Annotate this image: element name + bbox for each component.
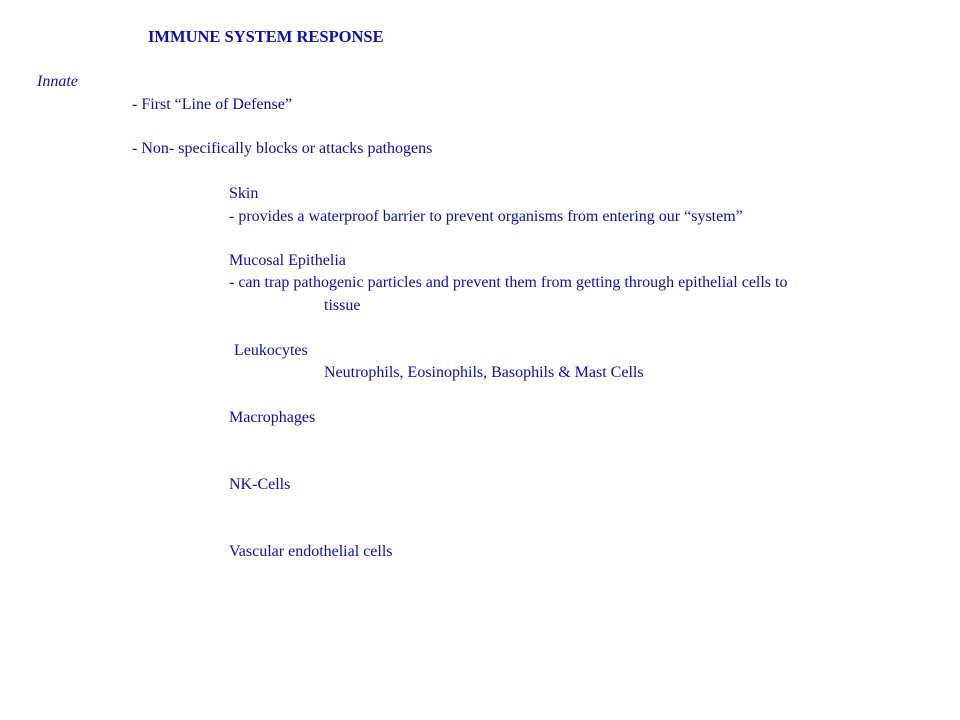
mucosal-detail: - can trap pathogenic particles and prevent them from getting through epithelial cells to <box>229 274 788 291</box>
skin-heading: Skin <box>229 185 259 202</box>
vascular-heading: Vascular endothelial cells <box>229 543 393 560</box>
skin-detail: - provides a waterproof barrier to prevent organisms from entering our “system” <box>229 208 743 225</box>
leukocytes-types: Neutrophils, Eosinophils, Basophils & Mast Cells <box>324 364 644 381</box>
nk-cells-heading: NK-Cells <box>229 476 291 493</box>
macrophages-heading: Macrophages <box>229 409 316 426</box>
bullet-first-line-of-defense: - First “Line of Defense” <box>132 96 292 113</box>
bullet-non-specific: - Non- specifically blocks or attacks pathogens <box>132 140 433 157</box>
section-heading-innate: Innate <box>37 73 78 90</box>
mucosal-detail-continued: tissue <box>324 297 361 314</box>
leukocytes-heading: Leukocytes <box>234 342 308 359</box>
mucosal-heading: Mucosal Epithelia <box>229 252 346 269</box>
slide-title: IMMUNE SYSTEM RESPONSE <box>148 27 384 46</box>
